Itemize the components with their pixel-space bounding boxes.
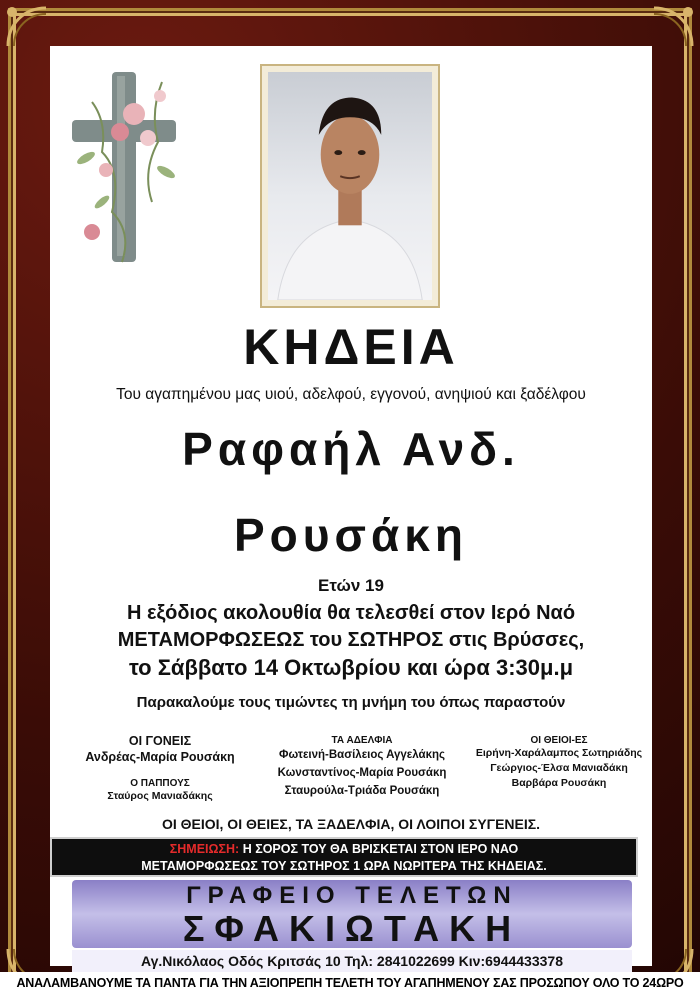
corner-ornament-icon — [650, 4, 696, 50]
parents-block — [60, 734, 260, 766]
service-details — [50, 600, 652, 681]
sibling-name: Σταυρούλα-Τριάδα Ρουσάκη — [284, 785, 440, 797]
uncle-name: Βαρβάρα Ρουσάκη — [511, 777, 607, 789]
siblings-block — [262, 735, 462, 800]
siblings-heading: ΤΑ ΑΔΕΛΦΙΑ — [331, 735, 393, 746]
portrait-frame — [260, 64, 440, 308]
deceased-first-name: Ραφαήλ Ανδ. — [182, 423, 520, 475]
note-box — [50, 837, 638, 877]
uncle-name: Γεώργιος-Έλσα Μανιαδάκη — [490, 762, 628, 774]
office-address: Αγ.Νικόλαος Οδός Κριτσάς 10 Τηλ: 2841022699 Κιν:6944433378 — [72, 950, 632, 972]
grandfather-heading: Ο ΠΑΠΠΟΥΣ — [130, 778, 190, 789]
note-label: ΣΗΜΕΙΩΣΗ: — [169, 842, 240, 856]
uncles-block — [470, 735, 648, 791]
grandfather-name: Σταύρος Μανιαδάκης — [107, 790, 213, 802]
service-line: Η εξόδιος ακολουθία θα τελεσθεί στον Ιερό Ναό — [126, 602, 576, 624]
service-line: ΜΕΤΑΜΟΡΦΩΣΕΩΣ του ΣΩΤΗΡΟΣ στις Βρύσσες, — [117, 629, 585, 651]
corner-ornament-icon — [4, 4, 50, 50]
funeral-office-banner — [72, 880, 632, 948]
parents-name: Ανδρέας-Μαρία Ρουσάκη — [85, 750, 235, 764]
deceased-last-name: Ρουσάκη — [233, 509, 469, 561]
service-line: το Σάββατο 14 Οκτωβρίου και ώρα 3:30μ.μ — [128, 655, 574, 680]
portrait-photo — [268, 72, 432, 300]
sibling-name: Κωνσταντίνος-Μαρία Ρουσάκη — [277, 767, 447, 779]
footer-text: ΑΝΑΛΑΜΒΑΝΟΥΜΕ ΤΑ ΠΑΝΤΑ ΓΙΑ ΤΗΝ ΑΞΙΟΠΡΕΠΗ ΤΕΛΕΤΗ ΤΟΥ ΑΓΑΠΗΜΕΝΟΥ ΣΑΣ ΠΡΟΣΩΠΟΥ ΟΛΟ ΤΟ 24ΩΡΟ — [0, 972, 700, 995]
uncle-name: Ειρήνη-Χαράλαμπος Σωτηριάδης — [475, 747, 643, 759]
deceased-age: Ετών 19 — [318, 576, 384, 595]
office-name: ΣΦΑΚΙΩΤΑΚΗ — [182, 908, 522, 949]
request-text: Παρακαλούμε τους τιμώντες τη μνήμη του όπως παραστούν — [136, 694, 566, 711]
office-label: ΓΡΑΦΕΙΟ ΤΕΛΕΤΩΝ — [186, 882, 518, 909]
relatives-line: ΟΙ ΘΕΙΟΙ, ΟΙ ΘΕΙΕΣ, ΤΑ ΞΑΔΕΛΦΙΑ, ΟΙ ΛΟΙΠΟΙ ΣΥΓΕΝΕΙΣ. — [161, 816, 541, 832]
grandfather-block — [60, 778, 260, 804]
intro-text: Του αγαπημένου μας υιού, αδελφού, εγγονού, ανηψιού και ξαδέλφου — [116, 386, 586, 403]
note-text-2: ΜΕΤΑΜΟΡΦΩΣΕΩΣ ΤΟΥ ΣΩΤΗΡΟΣ 1 ΩΡΑ ΝΩΡΙΤΕΡΑ ΤΗΣ ΚΗΔΕΙΑΣ. — [141, 859, 547, 873]
note-text-1: Η ΣΟΡΟΣ ΤΟΥ ΘΑ ΒΡΙΣΚΕΤΑΙ ΣΤΟΝ ΙΕΡΟ ΝΑΟ — [242, 842, 519, 856]
uncles-heading: ΟΙ ΘΕΙΟΙ-ΕΣ — [530, 735, 588, 746]
floral-cross-icon — [62, 62, 192, 272]
sibling-name: Φωτεινή-Βασίλειος Αγγελάκης — [279, 749, 445, 761]
parents-heading: ΟΙ ΓΟΝΕΙΣ — [128, 734, 192, 748]
page-title: ΚΗΔΕΙΑ — [243, 319, 459, 375]
